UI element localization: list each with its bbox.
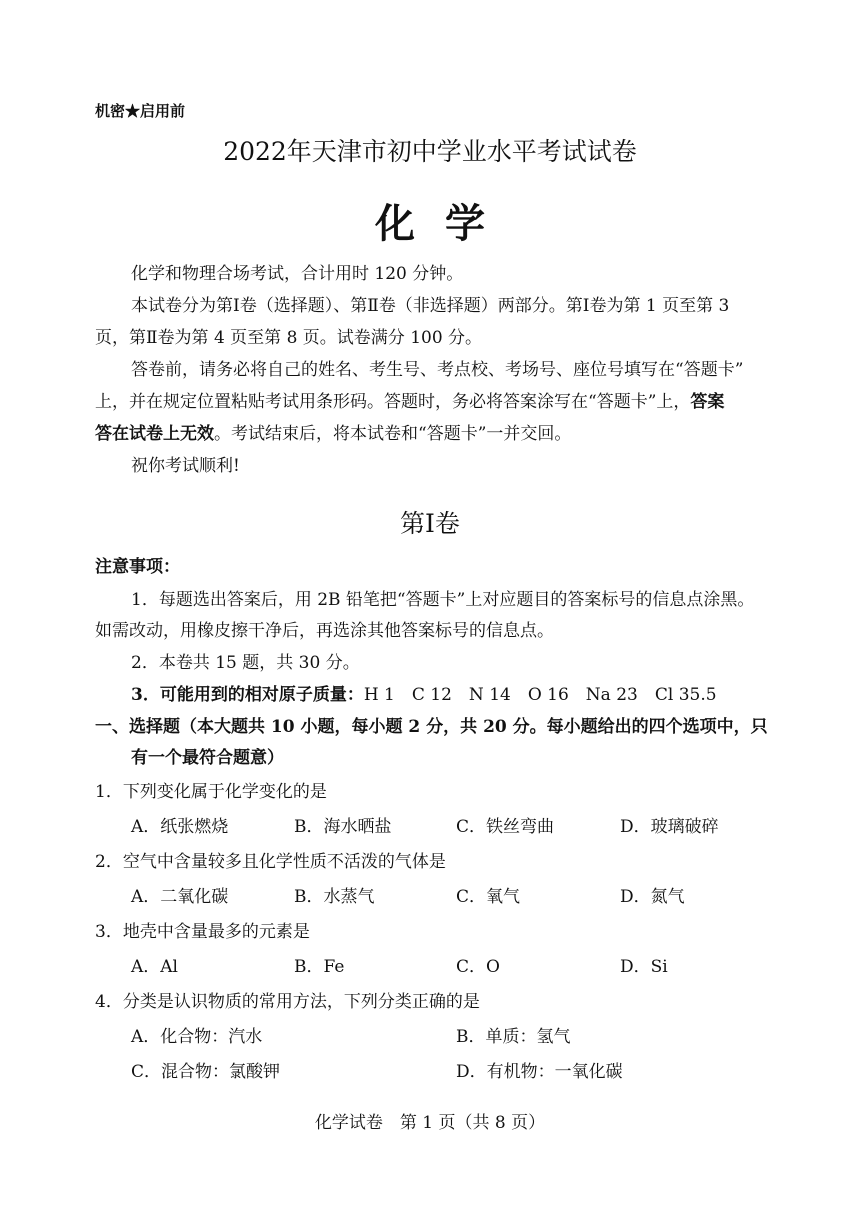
question-2-stem: 2．空气中含量较多且化学性质不活泼的气体是 xyxy=(95,852,446,872)
classification-label: 机密★启用前 xyxy=(95,102,186,120)
intro-text: 上，并在规定位置粘贴考试用条形码。答题时，务必将答案涂写在“答题卡”上， xyxy=(95,392,691,412)
notice-item-3 xyxy=(131,683,717,707)
question-3-option-a: A．Al xyxy=(131,957,178,977)
question-1-stem: 1．下列变化属于化学变化的是 xyxy=(95,782,327,802)
intro-paragraph-3-line-1: 答卷前，请务必将自己的姓名、考生号、考点校、考场号、座位号填写在“答题卡” xyxy=(131,360,744,380)
notice-item-3-values: H 1 C 12 N 14 O 16 Na 23 Cl 35.5 xyxy=(363,685,717,705)
question-3-option-b: B．Fe xyxy=(294,957,345,977)
intro-paragraph-3-line-3 xyxy=(95,422,571,446)
question-4-option-a: A．化合物：汽水 xyxy=(131,1027,263,1047)
volume-title: 第Ⅰ卷 xyxy=(400,509,460,538)
question-1-option-d: D．玻璃破碎 xyxy=(620,817,719,837)
notice-item-1-line-1: 1．每题选出答案后，用 2B 铅笔把“答题卡”上对应题目的答案标号的信息点涂黑。 xyxy=(131,590,755,610)
notice-item-1-line-2: 如需改动，用橡皮擦干净后，再选涂其他答案标号的信息点。 xyxy=(95,621,554,641)
question-1-option-b: B．海水晒盐 xyxy=(294,817,392,837)
notice-item-2: 2．本卷共 15 题，共 30 分。 xyxy=(131,653,360,673)
question-3-option-d: D．Si xyxy=(620,957,668,977)
question-1-option-c: C．铁丝弯曲 xyxy=(456,817,555,837)
intro-emphasis: 答在试卷上无效 xyxy=(95,424,214,444)
notice-heading: 注意事项： xyxy=(95,557,180,577)
intro-paragraph-4: 祝你考试顺利! xyxy=(131,456,240,476)
subject-title: 化学 xyxy=(375,200,515,247)
question-2-option-d: D．氮气 xyxy=(620,887,685,907)
page-footer: 化学试卷 第 1 页（共 8 页） xyxy=(314,1113,546,1133)
question-3-option-c: C．O xyxy=(456,957,500,977)
question-4-option-b: B．单质：氢气 xyxy=(456,1027,571,1047)
section-heading-line-2: 有一个最符合题意） xyxy=(131,748,284,768)
question-2-option-b: B．水蒸气 xyxy=(294,887,375,907)
intro-paragraph-3-line-2 xyxy=(95,390,724,414)
intro-paragraph-2-line-2: 页，第Ⅱ卷为第 4 页至第 8 页。试卷满分 100 分。 xyxy=(95,328,483,348)
question-2-option-c: C．氧气 xyxy=(456,887,521,907)
section-heading-line-1: 一、选择题（本大题共 10 小题，每小题 2 分，共 20 分。每小题给出的四个选项中，只 xyxy=(95,717,768,737)
question-2-option-a: A．二氧化碳 xyxy=(131,887,229,907)
exam-title: 2022年天津市初中学业水平考试试卷 xyxy=(223,137,637,166)
intro-emphasis: 答案 xyxy=(690,392,725,412)
question-4-option-c: C．混合物：氯酸钾 xyxy=(131,1062,281,1082)
question-3-stem: 3．地壳中含量最多的元素是 xyxy=(95,922,310,942)
question-1-option-a: A．纸张燃烧 xyxy=(131,817,229,837)
question-4-option-d: D．有机物：一氧化碳 xyxy=(456,1062,623,1082)
notice-item-3-label: 3．可能用到的相对原子质量： xyxy=(131,685,364,705)
intro-text: 。考试结束后，将本试卷和“答题卡”一并交回。 xyxy=(214,424,572,444)
intro-paragraph-1: 化学和物理合场考试，合计用时 120 分钟。 xyxy=(131,264,464,284)
intro-paragraph-2-line-1: 本试卷分为第Ⅰ卷（选择题）、第Ⅱ卷（非选择题）两部分。第Ⅰ卷为第 1 页至第 3 xyxy=(131,296,730,316)
question-4-stem: 4．分类是认识物质的常用方法，下列分类正确的是 xyxy=(95,992,480,1012)
